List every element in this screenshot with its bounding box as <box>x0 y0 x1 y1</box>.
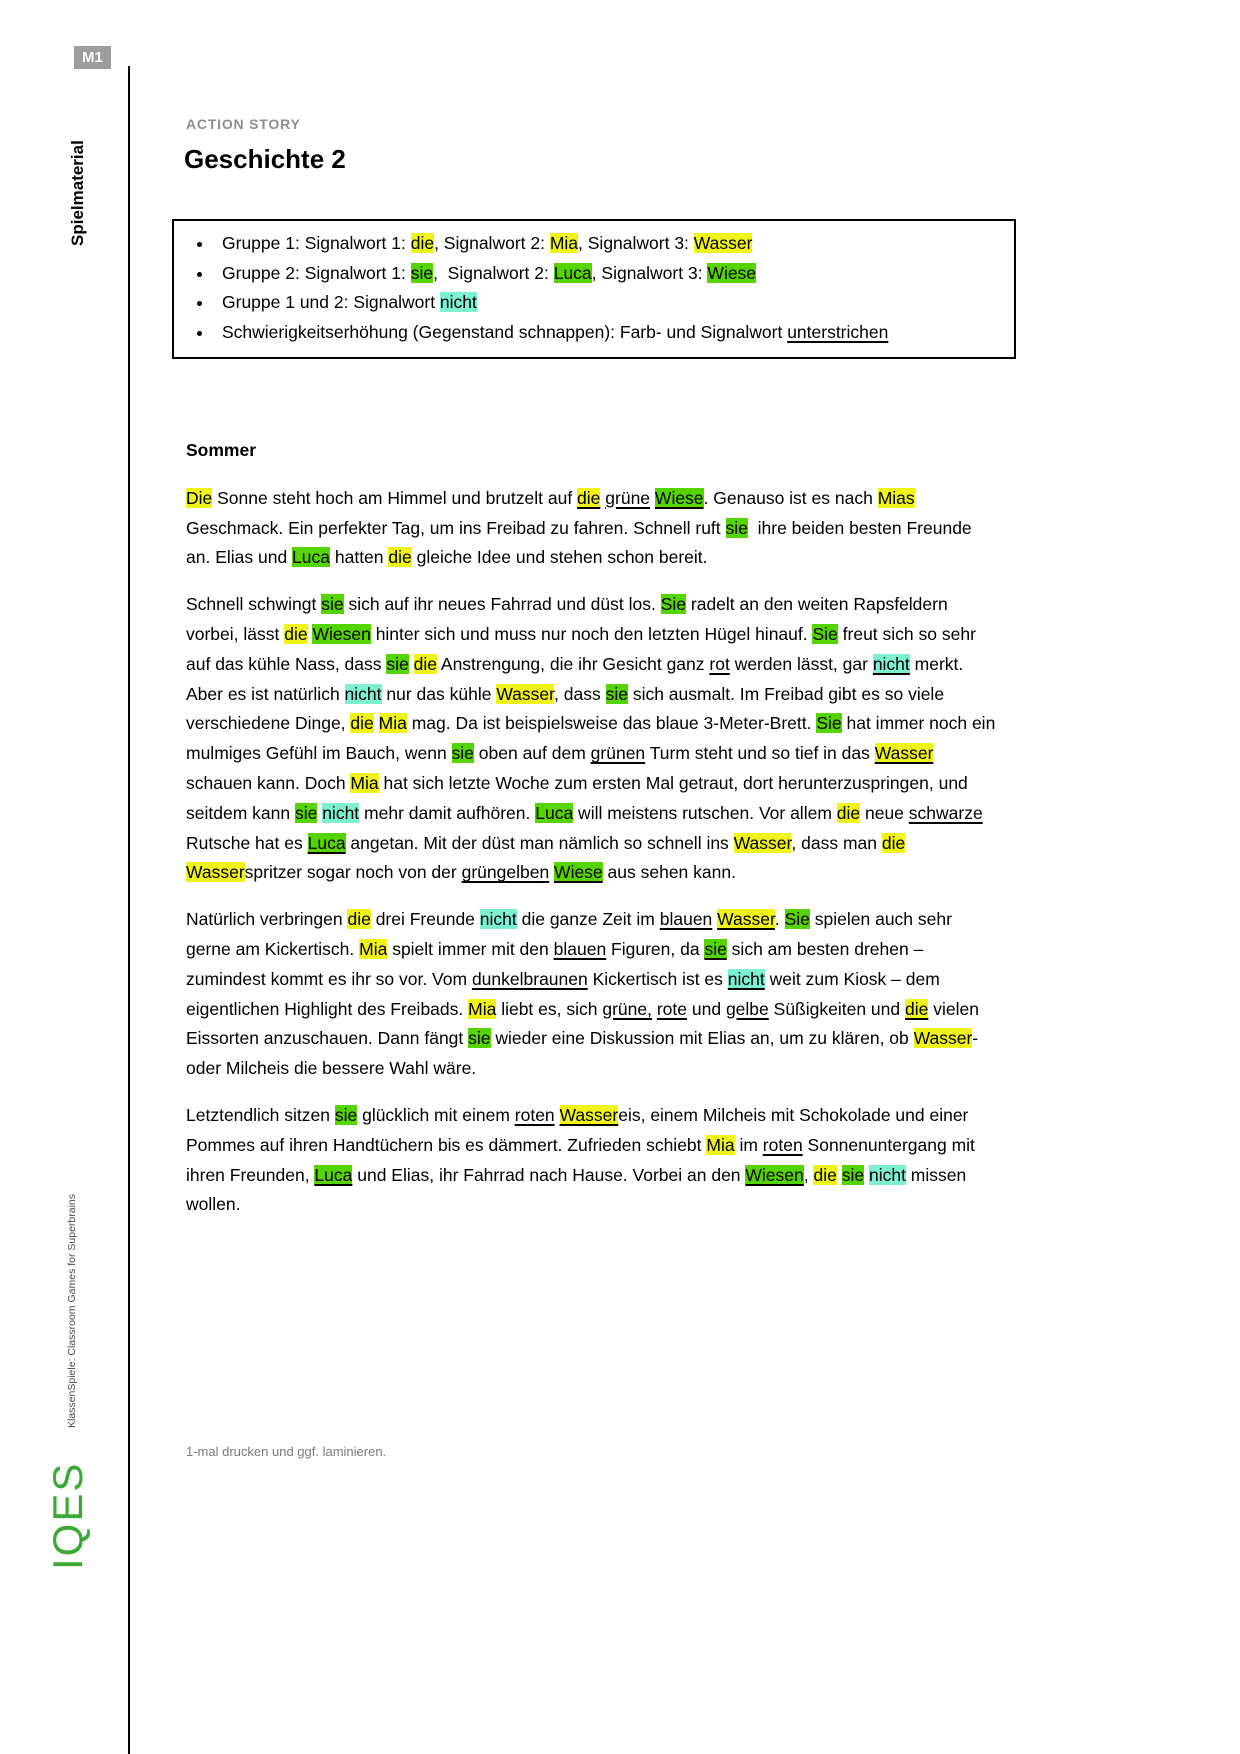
text-run <box>374 713 379 733</box>
text-run: und <box>687 998 726 1019</box>
text-run: eis, einem Milcheis mit Schokolade und einer Pommes auf ihren Handtüchern bis es dämmert. Zufrieden schiebt <box>186 1104 969 1155</box>
text-run: , dass <box>554 683 606 704</box>
sidebar-label-spielmaterial: Spielmaterial <box>68 140 87 246</box>
text-run: Anstrengung, die ihr Gesicht ganz <box>437 653 710 674</box>
signal-word: Mia <box>378 713 407 734</box>
story-paragraph-3 <box>186 905 1000 1084</box>
story-paragraph-4 <box>186 1101 1000 1220</box>
signal-word: nicht <box>439 292 477 312</box>
signal-word: nicht <box>344 683 382 704</box>
text-run: ihre beiden besten Freunde an. Elias und <box>186 517 972 568</box>
print-instruction: 1-mal drucken und ggf. laminieren. <box>186 1444 387 1459</box>
text-run: im <box>734 1134 763 1155</box>
signal-word: sie <box>605 683 628 704</box>
story-paragraph-2 <box>186 590 1000 888</box>
text-run: werden lässt, gar <box>729 653 873 674</box>
signal-word: Mia <box>549 233 579 253</box>
margin-divider <box>128 66 130 1754</box>
text-run: sich auf ihr neues Fahrrad und düst los. <box>343 594 661 615</box>
text-run: aus sehen kann. <box>602 862 736 883</box>
underlined-word: blauen <box>553 938 607 959</box>
signal-word: sie <box>725 517 748 538</box>
text-run: - oder Milcheis die bessere Wahl wäre. <box>186 1028 979 1079</box>
signal-word: Sie <box>660 594 687 615</box>
signal-word: die <box>388 547 412 568</box>
text-run: Süßigkeiten und <box>768 998 905 1019</box>
signal-word: die <box>836 802 861 823</box>
signal-word: Wasser <box>693 233 753 253</box>
text-run: merkt. Aber es ist natürlich <box>186 653 964 704</box>
signal-word: die <box>410 233 435 253</box>
underlined-word: rot <box>709 653 730 674</box>
text-run: sich ausmalt. Im Freibad gibt es so viele verschiedene Dinge, <box>186 683 945 734</box>
signal-word: Sie <box>784 909 810 930</box>
signal-word: nicht <box>727 968 765 989</box>
signal-word: Luca <box>314 1164 353 1185</box>
signal-word: Mia <box>468 998 497 1019</box>
text-run: hinter sich und muss nur noch den letzten Hügel hinauf. <box>370 623 813 644</box>
signal-word: die <box>881 832 906 853</box>
signal-word: die <box>813 1164 837 1185</box>
text-run: Geschmack. Ein perfekter Tag, um ins Freibad zu fahren. Schnell ruft <box>186 517 726 538</box>
signal-word: sie <box>321 594 344 615</box>
text-run: . Genauso ist es nach <box>703 487 878 508</box>
text-run: Turm steht und so tief in das <box>645 743 875 764</box>
text-run: und Elias, ihr Fahrrad nach Hause. Vorbei an den <box>352 1164 746 1185</box>
signal-word: sie <box>468 1028 491 1049</box>
sidebar-caption-series: KlassenSpiele: Classroom Games for Superbrains <box>66 1193 78 1428</box>
signal-word: sie <box>451 743 474 764</box>
signal-word: Die <box>186 487 213 508</box>
signal-word: die <box>350 713 374 734</box>
text-run: spielt immer mit den <box>387 938 554 959</box>
signal-word: Sie <box>812 623 838 644</box>
signal-word: sie <box>334 1104 358 1125</box>
signal-word: Wasser <box>913 1028 973 1049</box>
page-title: Geschichte 2 <box>184 144 346 174</box>
signal-word: nicht <box>479 909 517 930</box>
signal-word: sie <box>704 938 727 959</box>
signal-word: Luca <box>553 262 592 283</box>
text-run: weit zum Kiosk – dem eigentlichen Highlight des Freibads. <box>186 968 940 1019</box>
text-run: Schnell schwingt <box>186 594 322 615</box>
underlined-word: blauen <box>659 909 713 930</box>
signal-word: sie <box>386 653 409 674</box>
text-run: Letztendlich sitzen <box>186 1104 335 1125</box>
text-run: . <box>774 909 785 930</box>
story-heading: Sommer <box>186 440 257 460</box>
underlined-word: grüne <box>605 487 651 508</box>
signal-word: Mia <box>359 938 388 959</box>
text-run: die ganze Zeit im <box>516 909 660 930</box>
signal-word: nicht <box>868 1164 906 1185</box>
text-run: schauen kann. Doch <box>186 772 351 793</box>
text-run: spritzer sogar noch von der <box>244 862 462 883</box>
text-run: liebt es, sich <box>496 998 603 1019</box>
underlined-word: schwarze <box>908 802 983 823</box>
text-run: Gruppe 1 und 2: Signalwort <box>222 292 440 312</box>
text-run: neue <box>860 802 909 823</box>
text-run: Gruppe 1: Signalwort 1: <box>222 233 411 253</box>
underlined-word: rote <box>656 998 688 1019</box>
text-run: vielen Eissorten anzuschauen. Dann fängt <box>186 998 979 1049</box>
signal-word: die <box>413 653 437 674</box>
text-run: hat immer noch ein mulmiges Gefühl im Bauch, wenn <box>186 713 996 764</box>
text-run: Schwierigkeitserhöhung (Gegenstand schnappen): Farb- und Signalwort <box>222 321 788 342</box>
signal-word: Wasser <box>496 683 555 704</box>
text-run: will meistens rutschen. Vor allem <box>573 802 837 823</box>
text-run: Rutsche hat es <box>186 832 308 853</box>
signal-word: die <box>577 487 601 508</box>
text-run: oben auf dem <box>473 743 591 764</box>
section-kicker: ACTION STORY <box>186 116 301 132</box>
text-run: gleiche Idee und stehen schon bereit. <box>411 547 708 568</box>
signal-word: die <box>284 623 308 644</box>
rule-item-group2 <box>214 259 1002 289</box>
signal-word: Sie <box>816 713 842 734</box>
underlined-word: grüne, <box>602 998 652 1019</box>
signal-word: Wasser <box>559 1104 619 1125</box>
text-run: Kickertisch ist es <box>587 968 728 989</box>
signal-word: Wasser <box>733 832 792 853</box>
text-run <box>837 1165 842 1185</box>
rules-box <box>172 219 1016 359</box>
signal-word: die <box>347 909 371 930</box>
underlined-word: gelbe <box>725 998 769 1019</box>
text-run: , Signalwort 3: <box>578 233 694 253</box>
signal-word: sie <box>410 262 434 283</box>
text-run: , <box>803 1164 814 1185</box>
text-run: angetan. Mit der düst man nämlich so schnell ins <box>345 832 734 853</box>
text-run: mag. Da ist beispielsweise das blaue 3-Meter-Brett. <box>406 713 817 734</box>
signal-word: Mia <box>706 1134 735 1155</box>
iqes-logo: IQES <box>44 1461 91 1570</box>
signal-word: Luca <box>535 802 574 823</box>
text-run: , Signalwort 2: <box>433 262 554 283</box>
text-run: Sonnenuntergang mit ihren Freunden, <box>186 1134 975 1185</box>
signal-word: sie <box>841 1164 865 1185</box>
rule-item-difficulty <box>214 318 1002 348</box>
text-run: radelt an den weiten Rapsfeldern vorbei, lässt <box>186 594 948 644</box>
signal-word: sie <box>294 802 318 823</box>
text-run: hatten <box>330 547 389 568</box>
signal-word: die <box>904 998 929 1019</box>
signal-word: Wiese <box>654 487 704 508</box>
text-run: drei Freunde <box>370 909 480 930</box>
story-section <box>186 436 1000 1237</box>
text-run: freut sich so sehr auf das kühle Nass, dass <box>186 623 976 674</box>
signal-word: Wiesen <box>312 623 371 644</box>
signal-word: Wasser <box>717 909 775 930</box>
underlined-word: dunkelbraunen <box>471 968 588 989</box>
signal-word: nicht <box>322 802 360 823</box>
text-run: Natürlich verbringen <box>186 909 348 930</box>
signal-word: Wiese <box>707 262 757 283</box>
underlined-word: unterstrichen <box>787 321 889 342</box>
underlined-word: roten <box>514 1104 555 1125</box>
material-badge: M1 <box>74 46 111 69</box>
underlined-word: grüngelben <box>461 862 550 883</box>
signal-word: Wasser <box>874 743 934 764</box>
signal-word: Wiesen <box>745 1164 804 1185</box>
text-run: , dass man <box>791 832 882 853</box>
text-run: missen wollen. <box>186 1164 967 1215</box>
text-run: hat sich letzte Woche zum ersten Mal getraut, dort herunterzuspringen, und seitdem kann <box>186 772 968 823</box>
underlined-word: grünen <box>590 743 646 764</box>
text-run: glücklich mit einem <box>357 1104 515 1125</box>
story-paragraph-1 <box>186 484 1000 573</box>
text-run: spielen auch sehr gerne am Kickertisch. <box>186 909 952 959</box>
signal-word: nicht <box>872 653 910 674</box>
text-run: , Signalwort 3: <box>591 262 708 283</box>
rules-list <box>174 229 1002 347</box>
text-run: Figuren, da <box>606 938 705 959</box>
text-run: sich am besten drehen – zumindest kommt es ihr so vor. Vom <box>186 938 924 989</box>
text-run: Sonne steht hoch am Himmel und brutzelt auf <box>212 487 578 508</box>
underlined-word: roten <box>762 1134 803 1155</box>
text-run: Gruppe 2: Signalwort 1: <box>222 262 411 283</box>
signal-word: Wiese <box>554 862 603 883</box>
signal-word: Mia <box>350 772 379 793</box>
rule-item-group1and2 <box>214 288 1002 318</box>
rule-item-group1 <box>214 229 1002 259</box>
text-run <box>555 1105 560 1125</box>
signal-word: Luca <box>292 547 330 568</box>
signal-word: Mias <box>877 487 915 508</box>
signal-word: Wasser <box>186 862 245 883</box>
text-run: nur das kühle <box>381 683 497 704</box>
text-run: wieder eine Diskussion mit Elias an, um zu klären, ob <box>490 1028 914 1049</box>
text-run <box>409 654 414 674</box>
text-run: mehr damit aufhören. <box>359 802 536 823</box>
text-run: , Signalwort 2: <box>434 233 550 253</box>
signal-word: Luca <box>307 832 346 853</box>
